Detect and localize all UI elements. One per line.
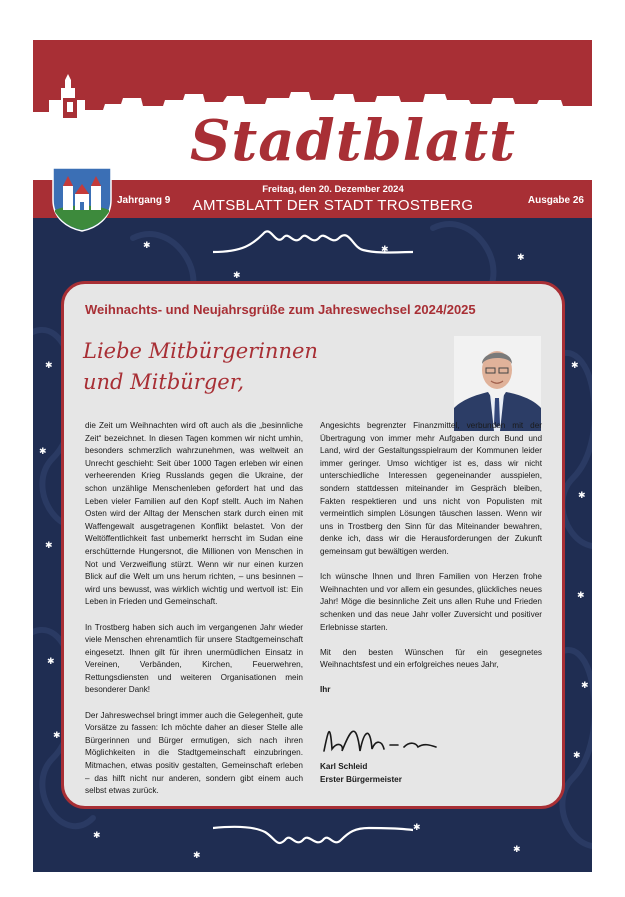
paragraph: Ich wünsche Ihnen und Ihren Familien von Herzen frohe Weihnachten und vor allem ein gesundes, glückliches neues Jahr! Möge die besinnliche Zeit uns allen Ruhe und Frieden schenken und das neue Jahr voller Zuversicht und positiver Erlebnisse starten. bbox=[320, 572, 542, 632]
closing: Ihr bbox=[320, 685, 331, 695]
paragraph: die Zeit um Weihnachten wird oft auch als die „besinnliche Zeit“ bezeichnet. In diesen Tagen kommen wir nicht umhin, besonders schmerzlich wahrzunehmen, was weltweit an Unrecht geschieht: Seit über 1000 Tagen erleben wir einen verheerenden Krieg Russlands gegen die Ukraine, der schon unzählige Menschenleben gefordert hat und das Leben vieler Familien auf den Kopf stellt. Auch im Nahen Osten wird der Alltag der Menschen stark durch einen mit Waffengewalt ausgetragenen Konflikt belastet. Von der Weltöffentlichkeit fast unbemerkt herrscht im Sudan eine erschütternde Hungersnot, die Millionen von Menschen in Not und Verzweiflung stürzt. Wenn wir nur einen kurzen Blick auf die Welt um uns herum richten, – uns besinnen – wird uns bewusst, was wirklich wichtig und wertvoll ist: Ein Leben in Frieden und Gemeinschaft. bbox=[85, 421, 303, 607]
snowflake-icon: ✱ bbox=[578, 491, 586, 501]
greeting-line-1: Liebe Mitbürgerinnen bbox=[83, 339, 318, 363]
paragraph: Angesichts begrenzter Finanzmittel, verbunden mit der Übertragung von immer mehr Aufgaben durch Bund und Land, wird der Gestaltungsspielraum der Kommunen leider immer geringer. Umso wichtiger ist es, dass wir nicht unterschiedliche Interessen gegeneinander ausspielen, sondern stattdessen miteinander im Gespräch bleiben, Fakten respektieren und uns nicht von Populisten mit vermeintlich simplen Lösungen täuschen lassen. Wenn wir uns in Trostberg den Sinn für das Miteinander bewahren, denke ich, dass wir die Herausforderungen der Zukunft gemeinsam gut bewältigen werden. bbox=[320, 421, 542, 556]
snowflake-icon: ✱ bbox=[517, 253, 525, 263]
town-crest-icon bbox=[49, 164, 115, 232]
issue-date: Freitag, den 20. Dezember 2024 bbox=[262, 184, 404, 195]
article-column-right bbox=[320, 420, 542, 786]
mayor-photo bbox=[454, 336, 541, 431]
masthead-title: Stadtblatt bbox=[189, 108, 517, 174]
newspaper-page bbox=[33, 40, 592, 872]
swirl-ornament-bottom bbox=[213, 822, 413, 856]
jahrgang-label: Jahrgang 9 bbox=[117, 195, 171, 206]
paragraph: Mit den besten Wünschen für ein gesegnetes Weihnachtsfest und ein erfolgreiches neues Jahr, bbox=[320, 647, 542, 670]
ausgabe-label: Ausgabe 26 bbox=[527, 195, 584, 206]
snowflake-icon: ✱ bbox=[577, 591, 585, 601]
paragraph: Der Jahreswechsel bringt immer auch die Gelegenheit, gute Vorsätze zu fassen: Ich möchte daher an dieser Stelle alle Bürgerinnen und Bürger ermutigen, sich nach ihren Möglichkeiten in die Stadtgemeinschaft einzubringen. Mitmachen, etwas positiv gestalten, Gemeinschaft erleben – das hilft nicht nur anderen, sondern gibt einem auch selbst etwas zurück. bbox=[85, 710, 303, 796]
snowflake-icon: ✱ bbox=[381, 245, 389, 255]
snowflake-icon: ✱ bbox=[193, 851, 201, 861]
article-heading: Weihnachts- und Neujahrsgrüße zum Jahreswechsel 2024/2025 bbox=[85, 302, 476, 317]
snowflake-icon: ✱ bbox=[39, 447, 47, 457]
article-card bbox=[61, 281, 565, 809]
snowflake-icon: ✱ bbox=[571, 361, 579, 371]
snowflake-icon: ✱ bbox=[143, 241, 151, 251]
paragraph: In Trostberg haben sich auch im vergangenen Jahr wieder viele Menschen ehrenamtlich für unsere Stadtgemeinschaft eingesetzt. Ihnen gilt für ihren unermüdlichen Einsatz in Vereinen, Verbänden, Kirchen, Feuerwehren, Rettungsdiensten und weiteren Organisationen mein besonderer Dank! bbox=[85, 622, 303, 695]
handwritten-signature bbox=[320, 701, 440, 761]
snowflake-icon: ✱ bbox=[53, 731, 61, 741]
snowflake-icon: ✱ bbox=[93, 831, 101, 841]
article-column-left bbox=[85, 420, 303, 810]
snowflake-icon: ✱ bbox=[47, 657, 55, 667]
snowflake-icon: ✱ bbox=[45, 541, 53, 551]
greeting bbox=[83, 336, 318, 398]
signer-title: Erster Bürgermeister bbox=[320, 774, 402, 784]
signer-name: Karl Schleid bbox=[320, 762, 368, 772]
publication-name: AMTSBLATT DER STADT TROSTBERG bbox=[192, 197, 474, 214]
greeting-line-2: und Mitbürger, bbox=[83, 370, 245, 394]
snowflake-icon: ✱ bbox=[573, 751, 581, 761]
snowflake-icon: ✱ bbox=[581, 681, 589, 691]
snowflake-icon: ✱ bbox=[513, 845, 521, 855]
swirl-ornament-top bbox=[213, 224, 413, 258]
snowflake-icon: ✱ bbox=[45, 361, 53, 371]
snowflake-icon: ✱ bbox=[413, 823, 421, 833]
snowflake-icon: ✱ bbox=[233, 271, 241, 281]
